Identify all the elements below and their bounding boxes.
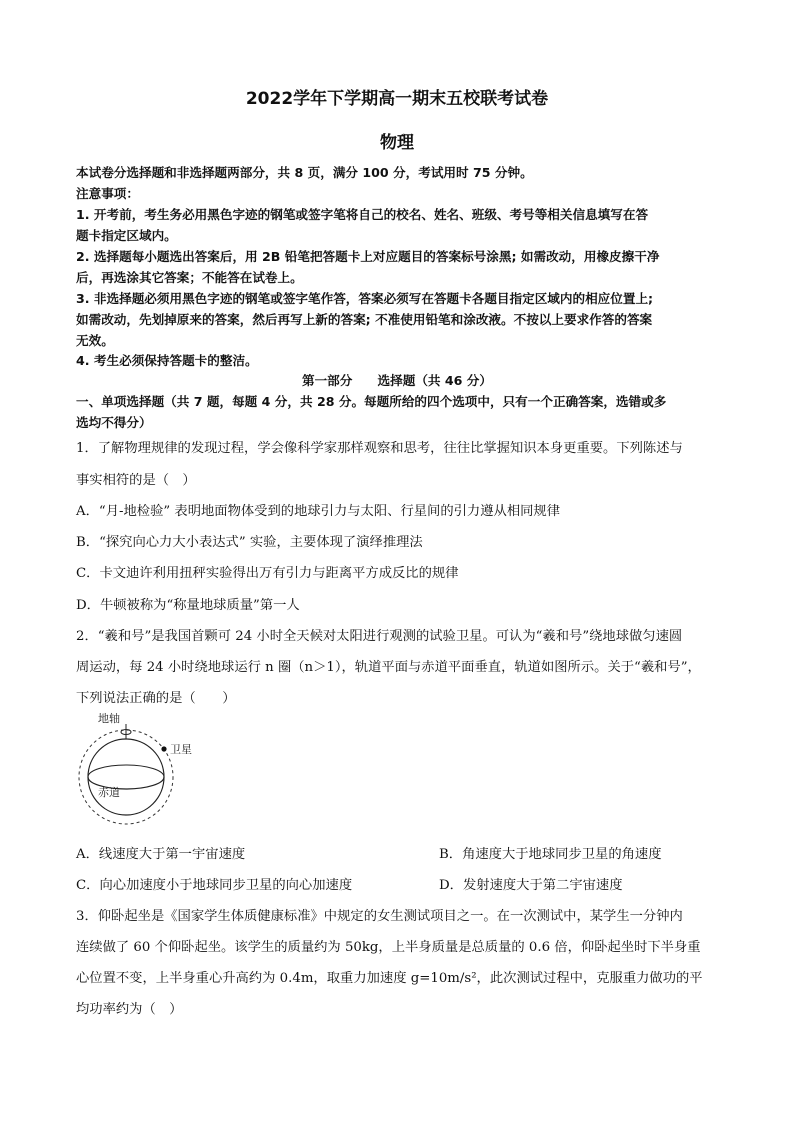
notice-item-2-line-1: 2. 选择题每小题选出答案后，用 2B 铅笔把答题卡上对应题目的答案标号涂黑; 如需改动，用橡皮擦干净 (76, 249, 660, 264)
notice-item-1-line-1: 1. 开考前，考生务必用黑色字迹的钢笔或签字笔将自己的校名、姓名、班级、考号等相关信息填写在答 (76, 207, 649, 222)
exam-title: 2022学年下学期高一期末五校联考试卷 (245, 89, 549, 109)
q2-stem-line-3: 下列说法正确的是（ ） (76, 691, 236, 706)
notice-item-3-line-2: 如需改动，先划掉原来的答案，然后再写上新的答案; 不准使用铅笔和涂改液。不按以上要求作答的答案 (76, 312, 653, 327)
orbit-diagram (76, 712, 216, 832)
section-heading-line-1: 一、单项选择题（共 7 题，每题 4 分，共 28 分。每题所给的四个选项中，只有一个正确答案，选错或多 (76, 394, 667, 409)
q2-stem-line-1: 2．“羲和号”是我国首颗可 24 小时全天候对太阳进行观测的试验卫星。可认为“羲和号”绕地球做匀速圆 (76, 629, 683, 644)
notice-item-3-line-3: 无效。 (76, 333, 114, 348)
axis-label: 地轴 (98, 712, 120, 725)
q2-option-d: D．发射速度大于第二宇宙速度 (439, 878, 623, 893)
exam-subject: 物理 (380, 133, 414, 153)
notice-item-1-line-2: 题卡指定区域内。 (76, 228, 177, 243)
q1-stem-line-1: 1．了解物理规律的发现过程，学会像科学家那样观察和思考，往往比掌握知识本身更重要。下列陈述与 (76, 441, 683, 456)
q1-option-c: C．卡文迪许利用扭秤实验得出万有引力与距离平方成反比的规律 (76, 566, 459, 581)
equator-back (88, 765, 164, 777)
q1-stem-line-2: 事实相符的是（ ） (76, 473, 196, 488)
q2-option-c: C．向心加速度小于地球同步卫星的向心加速度 (76, 878, 353, 893)
q1-option-b: B．“探究向心力大小表达式” 实验，主要体现了演绎推理法 (76, 535, 423, 550)
satellite-orbit (79, 730, 173, 824)
q2-stem-line-2: 周运动，每 24 小时绕地球运行 n 圈（n＞1），轨道平面与赤道平面垂直，轨道如图所示。关于“羲和号”， (76, 660, 701, 675)
satellite-dot (161, 746, 166, 751)
earth-outline (88, 739, 164, 815)
q2-option-a: A．线速度大于第一宇宙速度 (76, 847, 246, 862)
orbit-figure (76, 712, 216, 832)
q1-option-a: A．“月-地检验” 表明地面物体受到的地球引力与太阳、行星间的引力遵从相同规律 (76, 504, 561, 519)
q3-stem-line-3: 心位置不变，上半身重心升高约为 0.4m，取重力加速度 g=10m/s²，此次测试过程中，克服重力做功的平 (76, 971, 703, 986)
instructions-intro: 本试卷分选择题和非选择题两部分，共 8 页，满分 100 分，考试用时 75 分钟。 (76, 165, 533, 180)
q3-stem-line-2: 连续做了 60 个仰卧起坐。该学生的质量约为 50kg，上半身质量是总质量的 0.6 倍，仰卧起坐时下半身重 (76, 940, 701, 955)
notice-label: 注意事项： (76, 186, 139, 201)
section-heading-line-2: 选均不得分） (76, 415, 152, 430)
part1-heading: 第一部分 选择题（共 46 分） (301, 373, 492, 388)
notice-item-3-line-1: 3. 非选择题必须用黑色字迹的钢笔或签字笔作答，答案必须写在答题卡各题目指定区域内的相应位置上; (76, 291, 654, 306)
q3-stem-line-4: 均功率约为（ ） (76, 1002, 183, 1017)
notice-item-4: 4. 考生必须保持答题卡的整洁。 (76, 353, 258, 368)
q2-option-b: B．角速度大于地球同步卫星的角速度 (439, 847, 662, 862)
satellite-label: 卫星 (170, 743, 192, 756)
notice-item-2-line-2: 后，再选涂其它答案；不能答在试卷上。 (76, 270, 303, 285)
equator-label: 赤道 (98, 786, 120, 799)
q3-stem-line-1: 3．仰卧起坐是《国家学生体质健康标准》中规定的女生测试项目之一。在一次测试中，某学生一分钟内 (76, 909, 683, 924)
q1-option-d: D．牛顿被称为“称量地球质量”第一人 (76, 598, 300, 613)
